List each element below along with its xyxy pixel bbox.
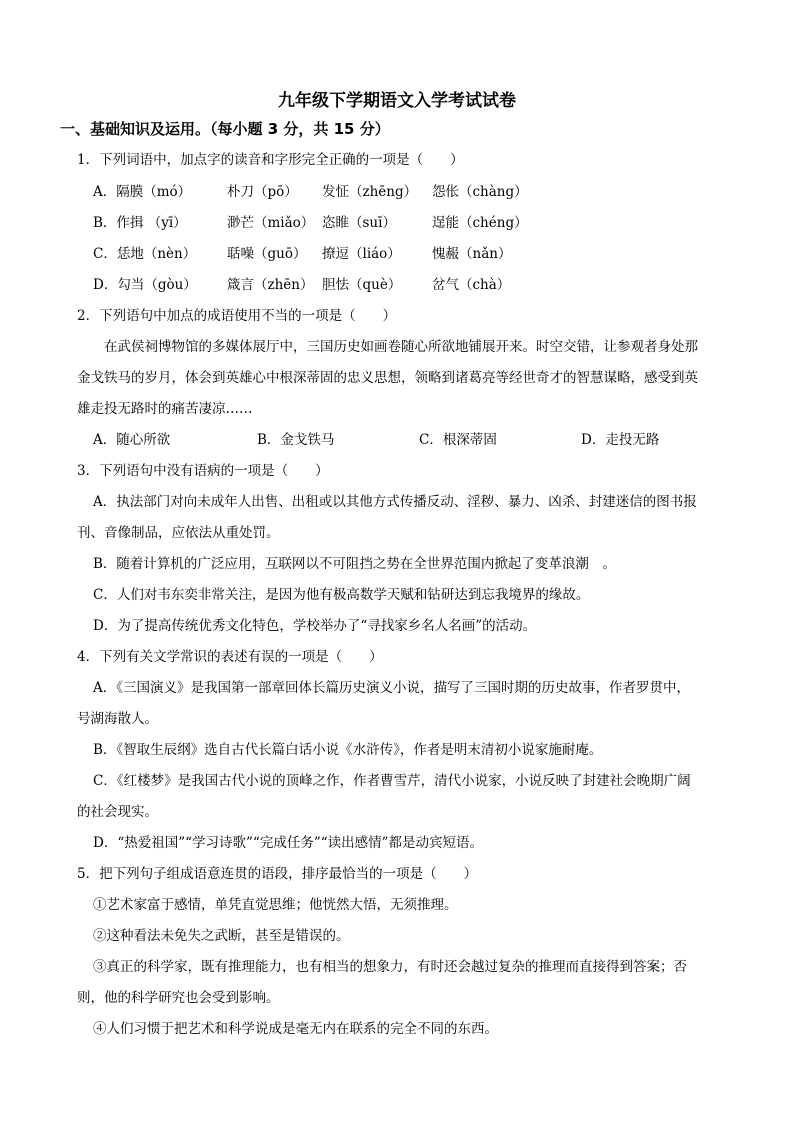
option-c: C．根深蒂固 — [419, 432, 497, 448]
sentence-3: ③真正的科学家，既有推理能力，也有相当的想象力，有时还会越过复杂的推理而直接得到答案；否 — [93, 959, 687, 975]
question-3-option-c: C．人们对韦东奕非常关注，是因为他有极高数学天赋和钻研达到忘我境界的缘故。 — [93, 587, 590, 603]
question-4-stem: 4．下列有关文学常识的表述有误的一项是（ ） — [77, 649, 383, 665]
option-word: 怨伥（chàng） — [432, 184, 528, 200]
sentence-1: ①艺术家富于感情，单凭直觉思维；他恍然大悟，无须推理。 — [93, 897, 458, 913]
sentence-4: ④人们习惯于把艺术和科学说成是毫无内在联系的完全不同的东西。 — [93, 1021, 498, 1037]
option-word: 愧赧（nǎn） — [432, 246, 512, 262]
option-d: D．走投无路 — [581, 432, 660, 448]
question-4-option-c: C．《红楼梦》是我国古代小说的顶峰之作，作者曹雪芹，清代小说家，小说反映了封建社会晚期广阔 — [93, 773, 691, 789]
question-3-option-d: D．为了提高传统优秀文化特色，学校举办了“寻找家乡名人名画”的活动。 — [93, 618, 537, 634]
passage-line: 雄走投无路时的痛苦凄凉…… — [77, 401, 253, 417]
question-3-stem: 3．下列语句中没有语病的一项是（ ） — [77, 463, 329, 479]
question-4-option-a: A．《三国演义》是我国第一部章回体长篇历史演义小说，描写了三国时期的历史故事，作者罗贯中， — [93, 680, 690, 696]
question-5-stem: 5．把下列句子组成语意连贯的语段，排序最恰当的一项是（ ） — [77, 866, 478, 882]
option-word: C．恁地（nèn） — [93, 246, 197, 262]
option-word: 岔气（chà） — [432, 277, 511, 293]
passage-line: 在武侯祠博物馆的多媒体展厅中，三国历史如画卷随心所欲地铺展开来。时空交错，让参观者身处那 — [104, 339, 698, 355]
option-word: B．作揖 （yī） — [93, 215, 187, 231]
option-word: 发怔（zhēng） — [322, 184, 418, 200]
sentence-2: ②这种看法未免失之武断，甚至是错误的。 — [93, 928, 350, 944]
option-word: 聒噪（guō） — [227, 246, 307, 262]
sentence-3-cont: 则，他的科学研究也会受到影响。 — [77, 990, 280, 1006]
passage-line: 金戈铁马的岁月，体会到英雄心中根深蒂固的忠义思想，领略到诸葛亮等经世奇才的智慧谋略，感受到英 — [77, 370, 698, 386]
option-b: B．金戈铁马 — [257, 432, 335, 448]
question-4-option-d: D．“热爱祖国”“学习诗歌”“完成任务”“读出感情”都是动宾短语。 — [93, 835, 484, 851]
option-word: 恣睢（suī） — [322, 215, 396, 231]
option-word: 朴刀（pō） — [227, 184, 298, 200]
section-heading: 一、基础知识及运用。（每小题 3 分，共 15 分） — [60, 120, 390, 138]
option-word: D．勾当（gòu） — [93, 277, 197, 293]
option-a: A．随心所欲 — [93, 432, 171, 448]
question-4-option-c-cont: 的社会现实。 — [77, 804, 158, 820]
question-3-option-b: B．随着计算机的广泛应用，互联网以不可阻挡之势在全世界范围内掀起了变革浪潮 。 — [93, 556, 616, 572]
option-word: 撩逗（liáo） — [322, 246, 401, 262]
question-2-stem: 2．下列语句中加点的成语使用不当的一项是（ ） — [77, 308, 397, 324]
option-word: 渺芒（miǎo） — [227, 215, 315, 231]
question-1-stem: 1．下列词语中，加点字的读音和字形完全正确的一项是（ ） — [77, 152, 464, 168]
page-title: 九年级下学期语文入学考试试卷 — [278, 91, 516, 111]
question-3-option-a: A．执法部门对向未成年人出售、出租或以其他方式传播反动、淫秽、暴力、凶杀、封建迷信的图书报 — [93, 494, 697, 510]
question-3-option-a-cont: 刊、音像制品，应依法从重处罚。 — [77, 525, 280, 541]
question-4-option-b: B．《智取生辰纲》选自古代长篇白话小说《水浒传》，作者是明末清初小说家施耐庵。 — [93, 742, 603, 758]
option-word: 箴言（zhēn） — [227, 277, 314, 293]
question-4-option-a-cont: 号湖海散人。 — [77, 711, 158, 727]
option-word: 胆怯（què） — [322, 277, 402, 293]
option-word: 逞能（chéng） — [432, 215, 528, 231]
option-word: A．隔膜（mó） — [93, 184, 192, 200]
